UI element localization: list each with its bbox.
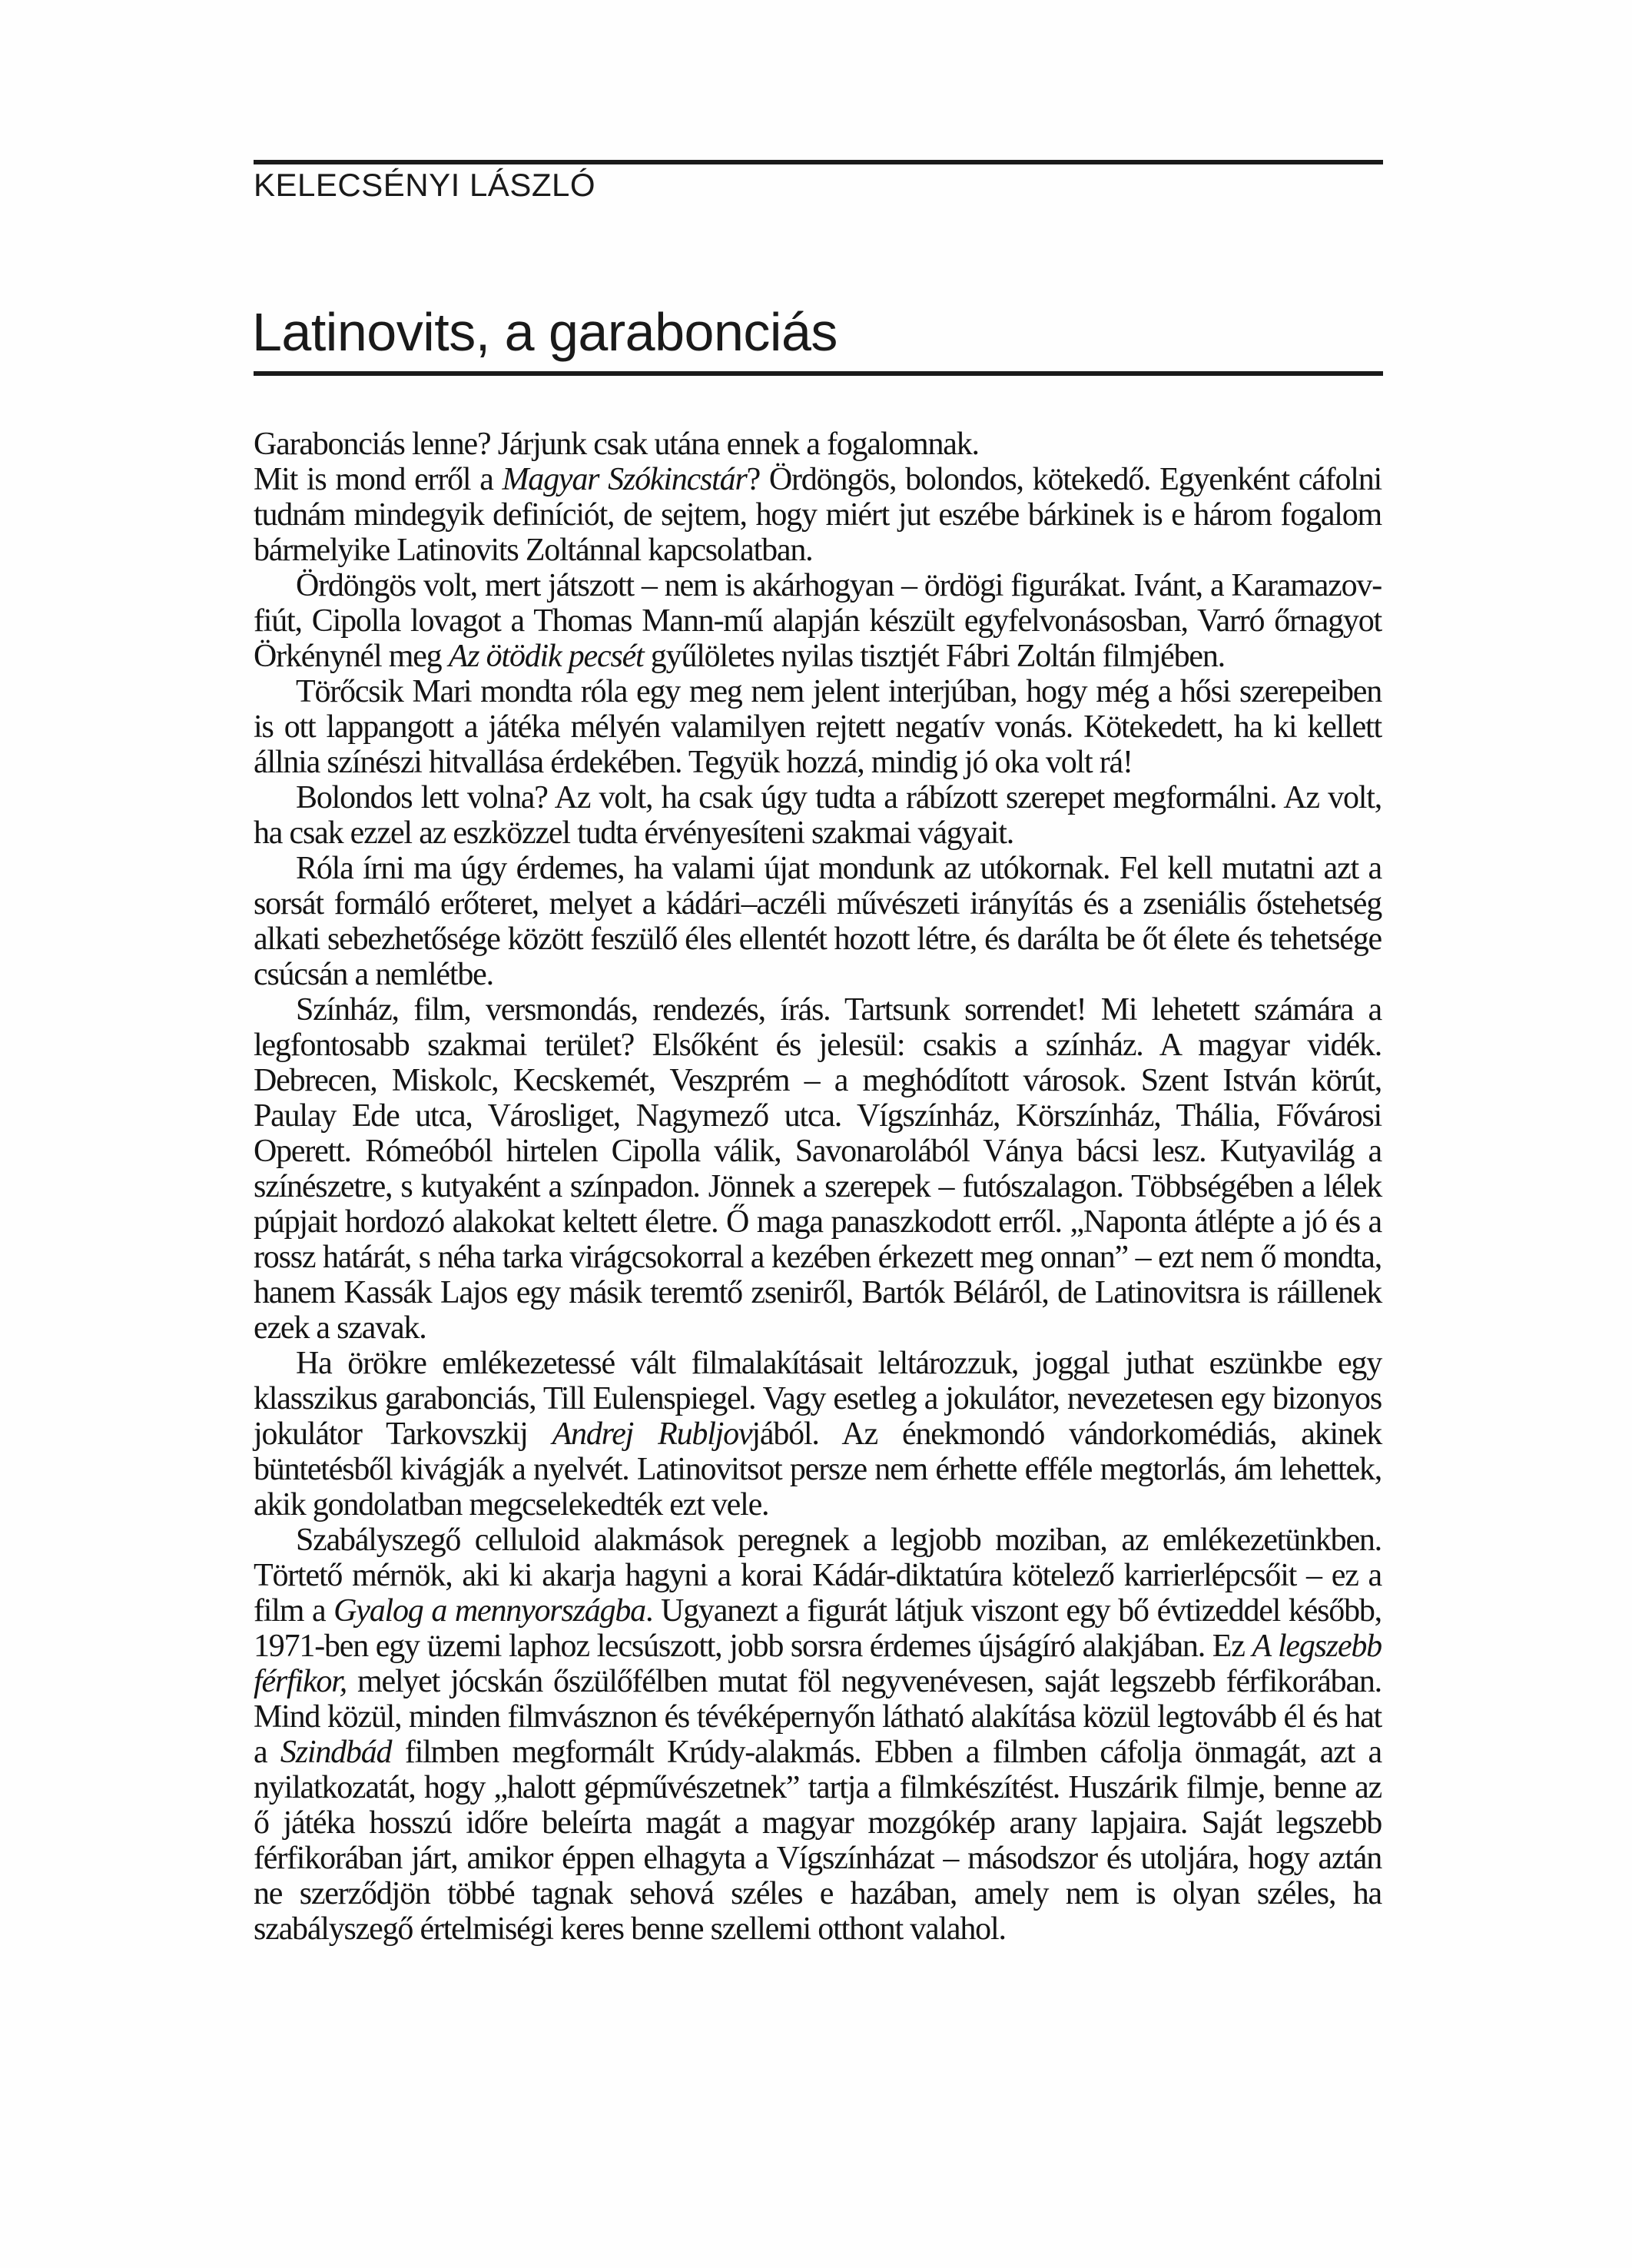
paragraph [254, 992, 1382, 1346]
text-run: Ördöngös volt, mert játszott – nem is akárhogyan – ördögi figurákat. Ivánt, a Karamazov-fiút, Cipolla lovagot a Thomas Mann-mű alapján készült egyfelvonásosban, Varró őrnagyot Örkénynél meg [254, 568, 1382, 674]
paragraph [254, 1346, 1382, 1523]
text-run: Szabályszegő celluloid alakmások peregnek a legjobb moziban, az emlékezetünkben. Törtető mérnök, aki ki akarja hagyni a korai Kádár-diktatúra kötelező karrierlépcsőit – ez a film a [254, 1523, 1382, 1629]
paragraph [254, 427, 1382, 462]
article-title: Latinovits, a garabonciás [252, 302, 838, 362]
paragraph [254, 780, 1382, 851]
header-top-rule [254, 160, 1383, 164]
text-run: Mit is mond erről a [254, 462, 503, 497]
paragraph [254, 462, 1382, 568]
text-run: ? Ördöngös, bolondos, kötekedő. Egyenként cáfolni tudnám mindegyik definíciót, de sejtem, hogy miért jut eszébe bárkinek is e három fogalom bármelyike Latinovits Zoltánnal kapcsolatban. [254, 462, 1382, 568]
title-bottom-rule [254, 371, 1383, 376]
text-run: Bolondos lett volna? Az volt, ha csak úgy tudta a rábízott szerepet megformálni. Az volt, ha csak ezzel az eszközzel tudta érvényesíteni szakmai vágyait. [254, 780, 1382, 851]
paragraph [254, 568, 1382, 674]
text-run: Garabonciás lenne? Járjunk csak utána ennek a fogalomnak. [254, 427, 979, 462]
italic-run: Magyar Szókincstár [502, 462, 747, 497]
text-run: melyet jócskán őszülőfélben mutat föl negyvenévesen, saját legszebb férfikorában. Mind közül, minden filmvásznon és tévéképernyőn látható alakítása közül legtovább él és hat a [254, 1664, 1382, 1770]
text-run: Színház, film, versmondás, rendezés, írás. Tartsunk sorrendet! Mi lehetett számára a legfontosabb szakmai terület? Elsőként és jelesül: csakis a színház. A magyar vidék. Debrecen, Miskolc, Kecskemét, Veszprém – a meghódított városok. Szent István körút, Paulay Ede utca, Városliget, Nagymező utca. Vígszínház, Körszínház, Thália, Fővárosi Operett. Rómeóból hirtelen Cipolla válik, Savonarolából Ványa bácsi lesz. Kutyavilág a színészetre, s kutyaként a színpadon. Jönnek a szerepek – futószalagon. Többségében a lélek púpjait hordozó alakokat keltett életre. Ő maga panaszkodott erről. „Naponta átlépte a jó és a rossz határát, s néha tarka virágcsokorral a kezében érkezett meg onnan” – ezt nem ő mondta, hanem Kassák Lajos egy másik teremtő zseniről, Bartók Béláról, de Latinovitsra is ráillenek ezek a szavak. [254, 992, 1382, 1346]
italic-run: Szindbád [280, 1735, 392, 1770]
text-run: . Ugyanezt a figurát látjuk viszont egy bő évtizeddel később, 1971-ben egy üzemi laphoz lecsúszott, jobb sorsra érdemes újságíró alakjában. Ez [254, 1593, 1382, 1664]
paragraph [254, 674, 1382, 780]
italic-run: Az ötödik pecsét [448, 639, 644, 674]
paragraph [254, 851, 1382, 992]
italic-run: Gyalog a mennyországba [333, 1593, 645, 1629]
text-run: jából. Az énekmondó vándorkomédiás, akinek büntetésből kivágják a nyelvét. Latinovitsot persze nem érhette efféle megtorlás, ám lehettek, akik gondolatban megcselekedték ezt vele. [254, 1416, 1382, 1523]
text-run: Törőcsik Mari mondta róla egy meg nem jelent interjúban, hogy még a hősi szerepeiben is ott lappangott a játéka mélyén valamilyen rejtett negatív vonás. Kötekedett, ha ki kellett állnia színészi hitvallása érdekében. Tegyük hozzá, mindig jó oka volt rá! [254, 674, 1382, 780]
article-body [254, 427, 1382, 1947]
italic-run: A legszebb férfikor, [254, 1629, 1382, 1699]
text-run: Ha örökre emlékezetessé vált filmalakításait leltározzuk, joggal juthat eszünkbe egy klasszikus garabonciás, Till Eulenspiegel. Vagy esetleg a jokulátor, nevezetesen egy bizonyos jokulátor Tarkovszkij [254, 1346, 1382, 1452]
italic-run: Andrej Rubljov [552, 1416, 752, 1452]
text-run: gyűlöletes nyilas tisztjét Fábri Zoltán filmjében. [643, 639, 1225, 674]
text-run: Róla írni ma úgy érdemes, ha valami újat mondunk az utókornak. Fel kell mutatni azt a sorsát formáló erőteret, melyet a kádári–aczéli művészeti irányítás és a zseniális őstehetség alkati sebezhetősége között feszülő éles ellentét hozott létre, és darálta be őt élete és tehetsége csúcsán a nemlétbe. [254, 851, 1382, 992]
paragraph [254, 1523, 1382, 1947]
author-name: KELECSÉNYI LÁSZLÓ [254, 167, 596, 203]
text-run: filmben megformált Krúdy-alakmás. Ebben a filmben cáfolja önmagát, azt a nyilatkozatát, hogy „halott gépművészetnek” tartja a filmkészítést. Huszárik filmje, benne az ő játéka hosszú időre beleírta magát a magyar mozgókép arany lapjaira. Saját legszebb férfikorában járt, amikor éppen elhagyta a Vígszínházat – másodszor és utoljára, hogy aztán ne szerződjön többé tagnak sehová széles e hazában, amely nem is olyan széles, ha szabályszegő értelmiségi keres benne szellemi otthont valahol. [254, 1735, 1382, 1947]
